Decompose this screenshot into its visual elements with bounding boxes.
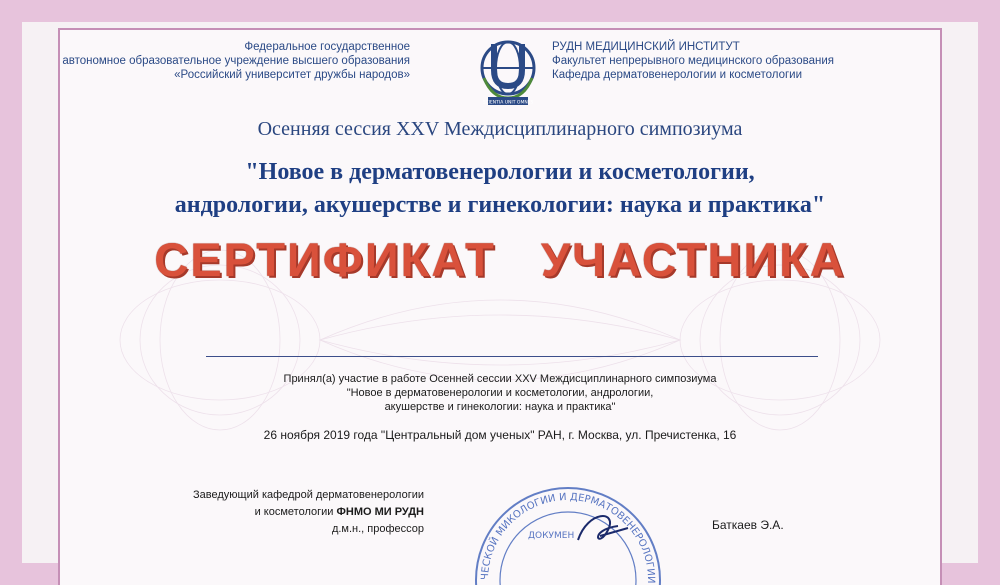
- title-word: СЕРТИФИКАТ: [154, 233, 496, 286]
- university-line: автономное образовательное учреждение высшего образования: [62, 55, 410, 67]
- institute-line: Факультет непрерывного медицинского образования: [552, 55, 834, 67]
- topic-line: "Новое в дерматовенерологии и косметологии,: [245, 159, 755, 185]
- official-stamp: [468, 470, 668, 585]
- university-line: «Российский университет дружбы народов»: [174, 69, 410, 81]
- stamp-inner-text: ДОКУМЕН: [528, 531, 575, 541]
- title-word: УЧАСТНИКА: [540, 233, 846, 286]
- institute-block: [552, 40, 834, 82]
- signatory-dept: и косметологии: [254, 506, 334, 518]
- name-line-divider: [206, 356, 818, 357]
- university-block: [62, 40, 410, 82]
- signatory-name: Баткаев Э.А.: [712, 518, 784, 532]
- institute-line: Кафедра дерматовенерологии и косметологии: [552, 69, 803, 81]
- logo-motto: SCIENTIA UNIT OMNES: [482, 100, 534, 106]
- body-line: Принял(а) участие в работе Осенней сессии XXV Междисциплинарного симпозиума: [283, 373, 717, 385]
- university-line: Федеральное государственное: [244, 41, 410, 53]
- institute-line: РУДН МЕДИЦИНСКИЙ ИНСТИТУТ: [552, 41, 740, 53]
- signatory-line: Заведующий кафедрой дерматовенерологии: [193, 489, 424, 501]
- body-line: акушерстве и гинекологии: наука и практика": [384, 401, 616, 413]
- session-title: Осенняя сессия XXV Междисциплинарного симпозиума: [257, 118, 743, 140]
- rudn-logo-icon: [472, 34, 544, 108]
- certificate-header: [60, 40, 940, 110]
- topic-line: андрологии, акушерстве и гинекологии: наука и практика": [174, 192, 826, 218]
- signatory-title: [150, 487, 424, 538]
- symposium-topic: [0, 156, 1000, 222]
- stamp-arc-text: ЧЕСКОЙ МИКОЛОГИИ И ДЕРМАТОВЕНЕРОЛОГИИ: [479, 491, 657, 584]
- signatory-faculty: ФНМО МИ РУДН: [336, 506, 424, 518]
- participation-text: [0, 372, 1000, 414]
- body-line: "Новое в дерматовенерологии и косметологии, андрологии,: [346, 387, 654, 399]
- certificate-title: [0, 232, 1000, 287]
- signatory-line: д.м.н., профессор: [331, 523, 424, 535]
- signatory-line: [150, 504, 424, 521]
- event-date-venue: 26 ноября 2019 года "Центральный дом ученых" РАН, г. Москва, ул. Пречистенка, 16: [263, 428, 737, 442]
